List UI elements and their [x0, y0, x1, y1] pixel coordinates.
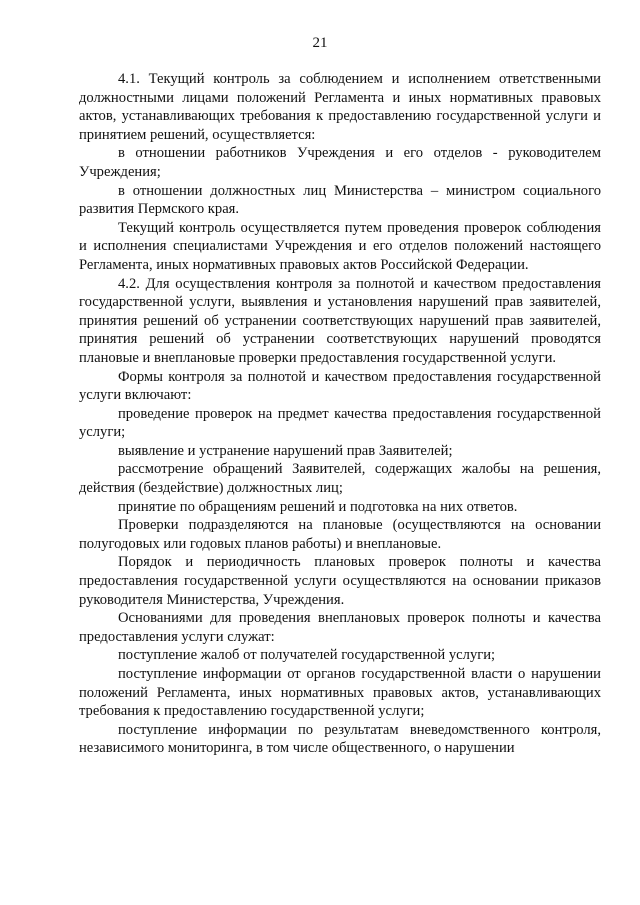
paragraph-control-forms: Формы контроля за полнотой и качеством предоставления государственной услуги включают:	[79, 368, 601, 404]
page-number: 21	[312, 35, 328, 51]
paragraph-authority-info: поступление информации от органов государственной власти о нарушении положений Регламента, иных нормативных правовых актов, устанавливающих требования к предоставлению государственной услуги;	[79, 666, 601, 720]
paragraph-violations: выявление и устранение нарушений прав Заявителей;	[118, 442, 453, 459]
paragraph-check-types: Проверки подразделяются на плановые (осуществляются на основании полугодовых или годовых планов работы) и внеплановые.	[79, 517, 601, 552]
paragraph-planned-checks-order: Порядок и периодичность плановых проверок полноты и качества предоставления государственной услуги осуществляются на основании приказов руководителя Министерства, Учреждения.	[79, 554, 601, 608]
paragraph-decisions: принятие по обращениям решений и подготовка на них ответов.	[118, 498, 518, 515]
paragraph-quality-checks: проведение проверок на предмет качества предоставления государственной услуги;	[79, 405, 601, 441]
paragraph-4-1: 4.1. Текущий контроль за соблюдением и исполнением ответственными должностными лицами положений Регламента и иных нормативных правовых актов, устанавливающих требования к предоставлению государственной услуги и принятием решений, осуществляется:	[79, 71, 601, 143]
body-text	[79, 70, 601, 758]
paragraph-complaints-received: поступление жалоб от получателей государственной услуги;	[118, 647, 496, 664]
paragraph-complaints-review: рассмотрение обращений Заявителей, содержащих жалобы на решения, действия (бездействие) должностных лиц;	[79, 461, 601, 497]
paragraph-ministry-officials: в отношении должностных лиц Министерства – министром социального развития Пермского края.	[79, 182, 601, 218]
paragraph-institution-employees: в отношении работников Учреждения и его отделов - руководителем Учреждения;	[79, 145, 601, 180]
paragraph-current-control: Текущий контроль осуществляется путем проведения проверок соблюдения и исполнения специалистами Учреждения и его отделов положений настоящего Регламента, иных нормативных правовых актов Российской Федерации.	[79, 219, 601, 273]
paragraph-monitoring-info: поступление информации по результатам вневедомственного контроля, независимого мониторинга, в том числе общественного, о нарушении	[79, 721, 601, 757]
paragraph-unplanned-grounds: Основаниями для проведения внеплановых проверок полноты и качества предоставления услуги служат:	[79, 610, 601, 645]
paragraph-4-2: 4.2. Для осуществления контроля за полнотой и качеством предоставления государственной услуги, выявления и установления нарушений прав заявителей, принятия решений об устранении соответствующих нарушений прав заявителей, принятия решений об устранении соответствующих нарушений проводятся плановые и внеплановые проверки предоставления государственной услуги.	[79, 275, 601, 366]
